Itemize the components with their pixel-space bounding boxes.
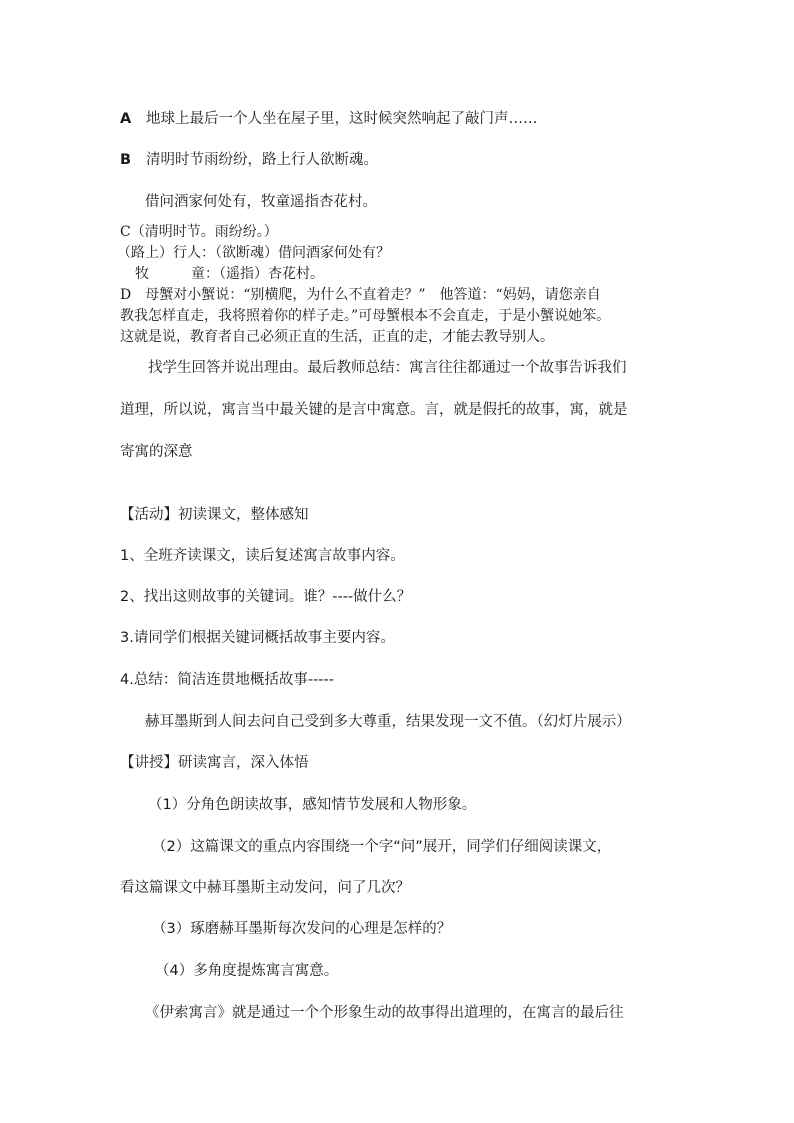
option-a-label: A [120, 111, 132, 127]
paragraph-summary-line2: 道理，所以说，寓言当中最关键的是言中寓意。言，就是假托的故事，寓，就是 [120, 402, 628, 418]
option-a-text: 地球上最后一个人坐在屋子里，这时候突然响起了敲门声…… [146, 111, 538, 127]
option-c-line3: 牧 童：（遥指）杏花村。 [135, 266, 324, 282]
option-c-line1: C（清明时节。雨纷纷。） [120, 224, 278, 240]
story-summary: 赫耳墨斯到人间去问自己受到多大尊重，结果发现一文不值。（幻灯片展示） [145, 714, 631, 730]
activity-item-2: 2、找出这则故事的关键词。谁？----做什么？ [120, 589, 412, 605]
option-d-line2: 教我怎样直走，我将照着你的样子走。”可母蟹根本不会直走，于是小蟹说她笨。 [120, 308, 611, 324]
activity-item-1: 1、全班齐读课文，读后复述寓言故事内容。 [120, 548, 405, 564]
lecture-item-2-line1: （2）这篇课文的重点内容围绕一个字“问”展开，同学们仔细阅读课文， [152, 839, 612, 855]
option-b-text: 清明时节雨纷纷，路上行人欲断魂。 [146, 152, 378, 168]
lecture-item-3: （3）琢磨赫耳墨斯每次发问的心理是怎样的？ [152, 921, 452, 937]
option-d-line1: D 母蟹对小蟹说：“别横爬，为什么不直着走？” 他答道：“妈妈，请您亲自 [120, 287, 601, 303]
lecture-item-4: （4）多角度提炼寓言寓意。 [155, 963, 339, 979]
paragraph-summary-line3: 寄寓的深意 [120, 444, 193, 460]
lecture-heading: 【讲授】研读寓言，深入体悟 [120, 755, 309, 771]
option-b [120, 150, 378, 170]
option-b-text-line2: 借问酒家何处有，牧童遥指杏花村。 [145, 194, 377, 210]
activity-item-4: 4.总结：简洁连贯地概括故事----- [120, 672, 334, 688]
paragraph-summary-line1: 找学生回答并说出理由。最后教师总结：寓言往往都通过一个故事告诉我们 [148, 360, 627, 376]
activity-item-3: 3.请同学们根据关键词概括故事主要内容。 [120, 630, 395, 646]
activity-heading: 【活动】初读课文，整体感知 [120, 507, 309, 523]
option-b-label: B [120, 152, 132, 168]
option-d-line3: 这就是说，教育者自己必须正直的生活，正直的走，才能去教导别人。 [120, 329, 554, 345]
lecture-item-1: （1）分角色朗读故事，感知情节发展和人物形象。 [148, 797, 477, 813]
option-c-line2: （路上）行人：（欲断魂）借问酒家何处有？ [117, 245, 390, 261]
closing-paragraph-line1: 《伊索寓言》就是通过一个个形象生动的故事得出道理的，在寓言的最后往 [145, 1005, 624, 1021]
option-a [120, 109, 538, 129]
lecture-item-2-line2: 看这篇课文中赫耳墨斯主动发问，问了几次？ [120, 880, 410, 896]
